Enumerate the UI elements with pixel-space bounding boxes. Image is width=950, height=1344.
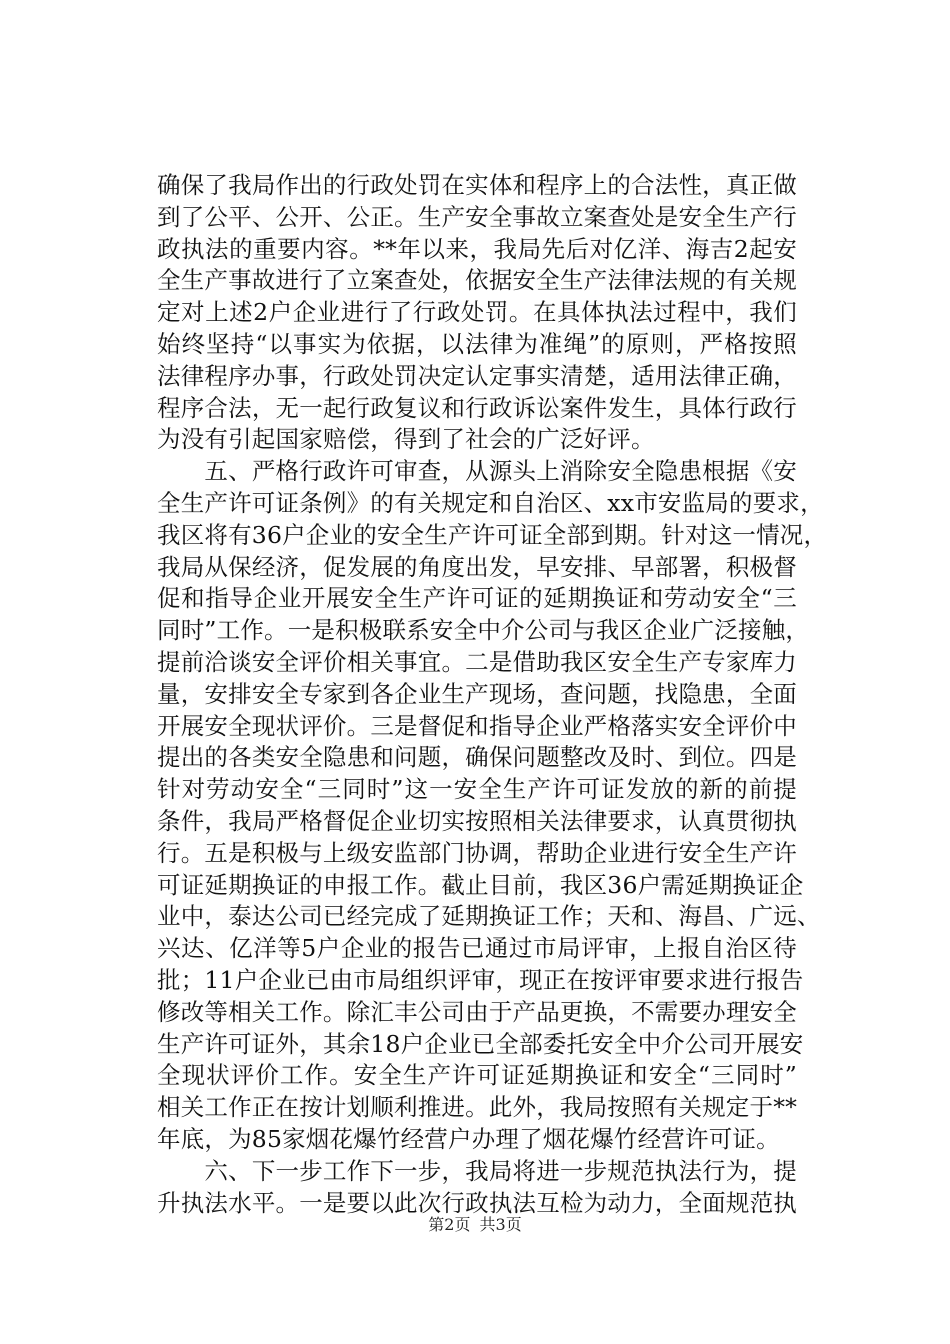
text-line: 促和指导企业开展安全生产许可证的延期换证和劳动安全“三	[157, 584, 797, 613]
text-line: 到了公平、公开、公正。生产安全事故立案查处是安全生产行	[157, 202, 797, 231]
page-number: 第2页	[428, 1215, 471, 1234]
text-line: 修改等相关工作。除汇丰公司由于产品更换，不需要办理安全	[157, 997, 797, 1026]
page-footer	[0, 1212, 950, 1235]
text-line: 同时”工作。一是积极联系安全中介公司与我区企业广泛接触，	[157, 616, 810, 645]
text-line: 政执法的重要内容。**年以来，我局先后对亿洋、海吉2起安	[157, 234, 797, 263]
page-total: 共3页	[479, 1215, 522, 1234]
text-line: 针对劳动安全“三同时”这一安全生产许可证发放的新的前提	[157, 775, 797, 804]
text-line: 业中，泰达公司已经完成了延期换证工作；天和、海昌、广远、	[157, 902, 821, 931]
text-line: 我局从保经济，促发展的角度出发，早安排、早部署，积极督	[157, 552, 797, 581]
text-line: 五、严格行政许可审查，从源头上消除安全隐患根据《安	[157, 457, 797, 486]
text-line: 程序合法，无一起行政复议和行政诉讼案件发生，具体行政行	[157, 393, 797, 422]
text-line: 全生产事故进行了立案查处，依据安全生产法律法规的有关规	[157, 266, 797, 295]
text-line: 确保了我局作出的行政处罚在实体和程序上的合法性，真正做	[157, 171, 797, 199]
text-line: 量，安排安全专家到各企业生产现场，查问题，找隐患，全面	[157, 679, 797, 708]
text-line: 兴达、亿洋等5户企业的报告已通过市局评审，上报自治区待	[157, 934, 797, 963]
text-line: 始终坚持“以事实为依据，以法律为准绳”的原则，严格按照	[157, 329, 797, 358]
text-line: 升执法水平。一是要以此次行政执法互检为动力，全面规范执	[157, 1188, 797, 1217]
text-line: 开展安全现状评价。三是督促和指导企业严格落实安全评价中	[157, 711, 797, 740]
text-line: 法律程序办事，行政处罚决定认定事实清楚，适用法律正确，	[157, 361, 797, 390]
text-line: 相关工作正在按计划顺利推进。此外，我局按照有关规定于**	[157, 1093, 798, 1122]
text-line: 为没有引起国家赔偿，得到了社会的广泛好评。	[157, 425, 655, 454]
text-line: 可证延期换证的申报工作。截止目前，我区36户需延期换证企	[157, 870, 804, 899]
text-line: 提前洽谈安全评价相关事宜。二是借助我区安全生产专家库力	[157, 647, 797, 676]
text-line: 提出的各类安全隐患和问题，确保问题整改及时、到位。四是	[157, 743, 797, 772]
text-line: 行。五是积极与上级安监部门协调，帮助企业进行安全生产许	[157, 838, 797, 867]
document-body	[157, 170, 828, 1219]
text-line: 批；11户企业已由市局组织评审，现正在按评审要求进行报告	[157, 965, 804, 994]
text-line: 六、下一步工作下一步，我局将进一步规范执法行为，提	[157, 1156, 797, 1185]
text-line: 生产许可证外，其余18户企业已全部委托安全中介公司开展安	[157, 1029, 804, 1058]
text-line: 全现状评价工作。安全生产许可证延期换证和安全“三同时”	[157, 1061, 797, 1090]
text-line: 全生产许可证条例》的有关规定和自治区、xx市安监局的要求，	[157, 488, 824, 517]
text-line: 条件，我局严格督促企业切实按照相关法律要求，认真贯彻执	[157, 806, 797, 835]
text-line: 年底，为85家烟花爆竹经营户办理了烟花爆竹经营许可证。	[157, 1124, 780, 1153]
text-line: 我区将有36户企业的安全生产许可证全部到期。针对这一情况，	[157, 520, 828, 549]
text-line: 定对上述2户企业进行了行政处罚。在具体执法过程中，我们	[157, 298, 797, 327]
